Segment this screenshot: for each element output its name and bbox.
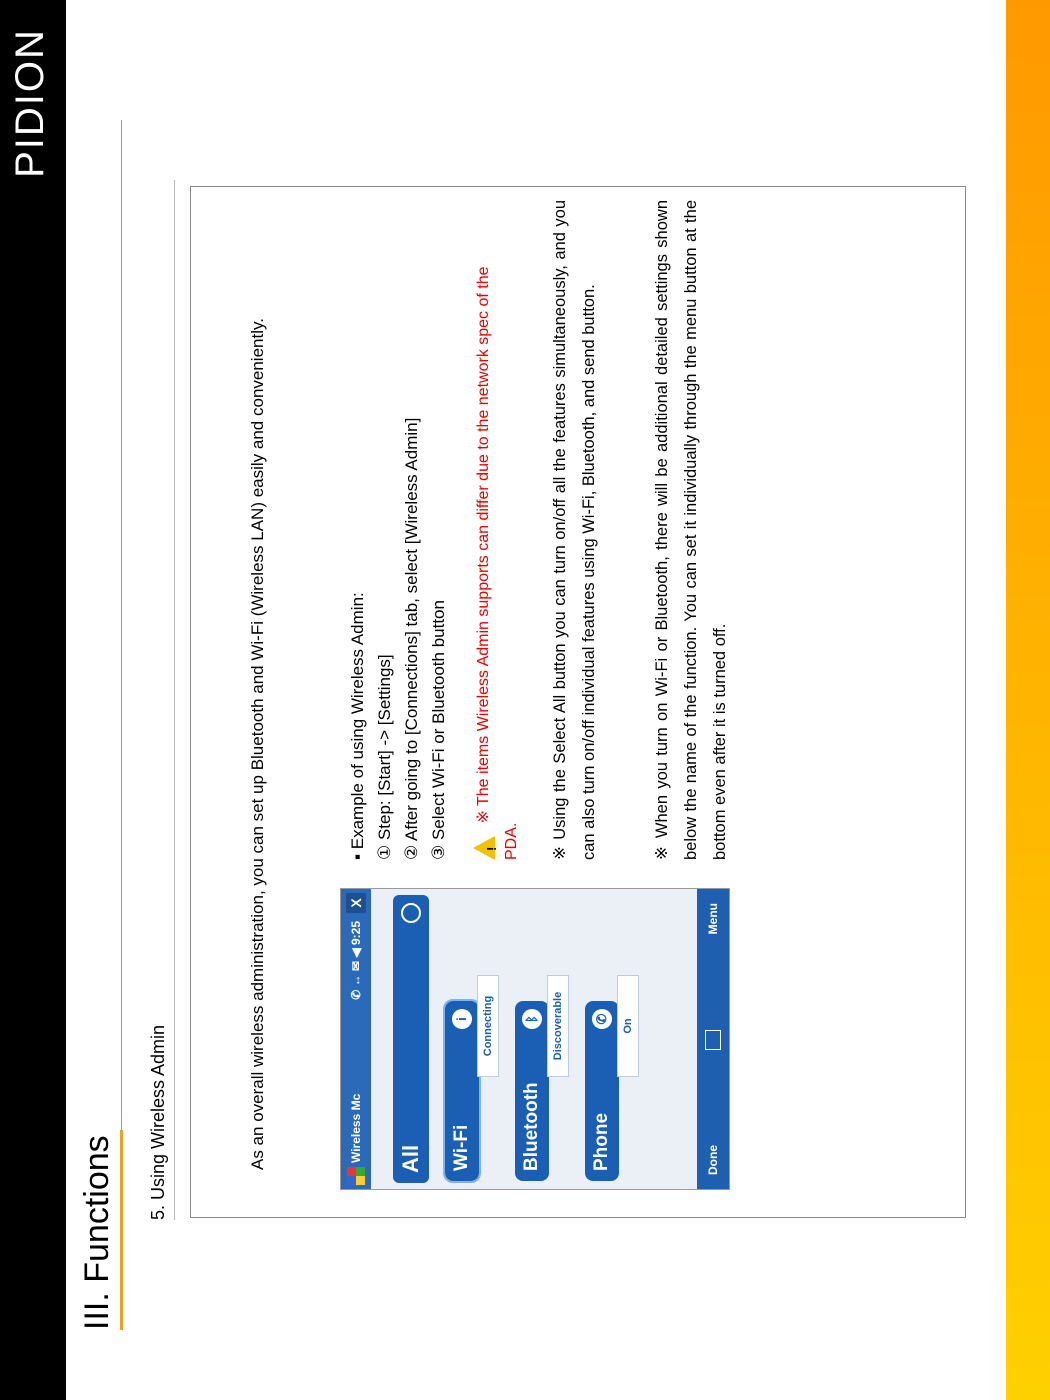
wifi-status: Connecting	[477, 975, 499, 1077]
subsection-divider	[174, 180, 175, 1220]
section-divider	[121, 120, 122, 1130]
bluetooth-icon: ᛒ	[522, 1009, 542, 1029]
section-underline	[120, 1130, 123, 1330]
pda-window-title: Wireless Mc	[349, 1093, 363, 1163]
phone-row	[581, 889, 634, 1189]
slide	[7, 0, 1006, 1400]
subsection-title: 5. Using Wireless Admin	[148, 1024, 168, 1220]
all-button[interactable]	[393, 895, 429, 1183]
bluetooth-label: Bluetooth	[521, 1082, 542, 1171]
warning-note	[470, 240, 526, 860]
pda-screenshot	[340, 888, 730, 1190]
wifi-icon: i	[452, 1009, 472, 1029]
wifi-label: Wi-Fi	[451, 1124, 472, 1171]
intro-text: As an overall wireless administration, you can set up Bluetooth and Wi-Fi (Wireless LAN) easily and conveniently.	[248, 318, 267, 1170]
pda-title-bar	[341, 889, 371, 1189]
keyboard-icon[interactable]	[705, 1030, 721, 1050]
pda-status-icons: ✆ ↔ ✉ ◀ 9:25	[349, 921, 363, 1000]
steps-list	[344, 260, 452, 860]
step-item: ② After going to [Connections] tab, select [Wireless Admin]	[402, 417, 421, 860]
header-band	[0, 0, 66, 1400]
phone-button[interactable]	[585, 1001, 619, 1181]
warning-icon: !	[473, 836, 495, 860]
warning-text: ※ The items Wireless Admin supports can differ due to the network spec of the PDA.	[475, 266, 520, 860]
phone-status: On	[617, 975, 639, 1077]
bluetooth-status: Discoverable	[547, 975, 569, 1077]
section-title: III. Functions	[78, 1135, 116, 1330]
note-select-all: ※ Using the Select All button you can turn on/off all the features simultaneously, and you can also turn on/off individual features using Wi-Fi, Bluetooth, and send button.	[551, 200, 598, 860]
note-detail-settings: ※ When you turn on Wi-Fi or Bluetooth, there will be additional detailed settings shown below the name of the function. You can set it individually through the menu button at the bottom even after it is turned off.	[653, 200, 729, 860]
power-icon	[401, 903, 421, 923]
soft-key-bar	[697, 889, 729, 1189]
wifi-row	[441, 889, 494, 1189]
bluetooth-row	[511, 889, 564, 1189]
brand-logo: PIDION	[7, 28, 52, 178]
bluetooth-button[interactable]	[515, 1001, 549, 1181]
wifi-button[interactable]	[445, 1001, 479, 1181]
steps-heading: ▪ Example of using Wireless Admin:	[348, 592, 367, 860]
done-softkey[interactable]: Done	[706, 1145, 720, 1175]
orange-bar	[1006, 0, 1050, 1400]
all-label: All	[398, 1144, 423, 1173]
phone-icon: ✆	[592, 1009, 612, 1029]
windows-start-icon[interactable]	[347, 1167, 365, 1185]
step-item: ① Step: [Start] -> [Settings]	[375, 654, 394, 860]
close-icon[interactable]: X	[346, 893, 366, 913]
phone-label: Phone	[591, 1112, 612, 1171]
menu-softkey[interactable]: Menu	[706, 903, 720, 935]
step-item: ③ Select Wi-Fi or Bluetooth button	[429, 600, 448, 860]
